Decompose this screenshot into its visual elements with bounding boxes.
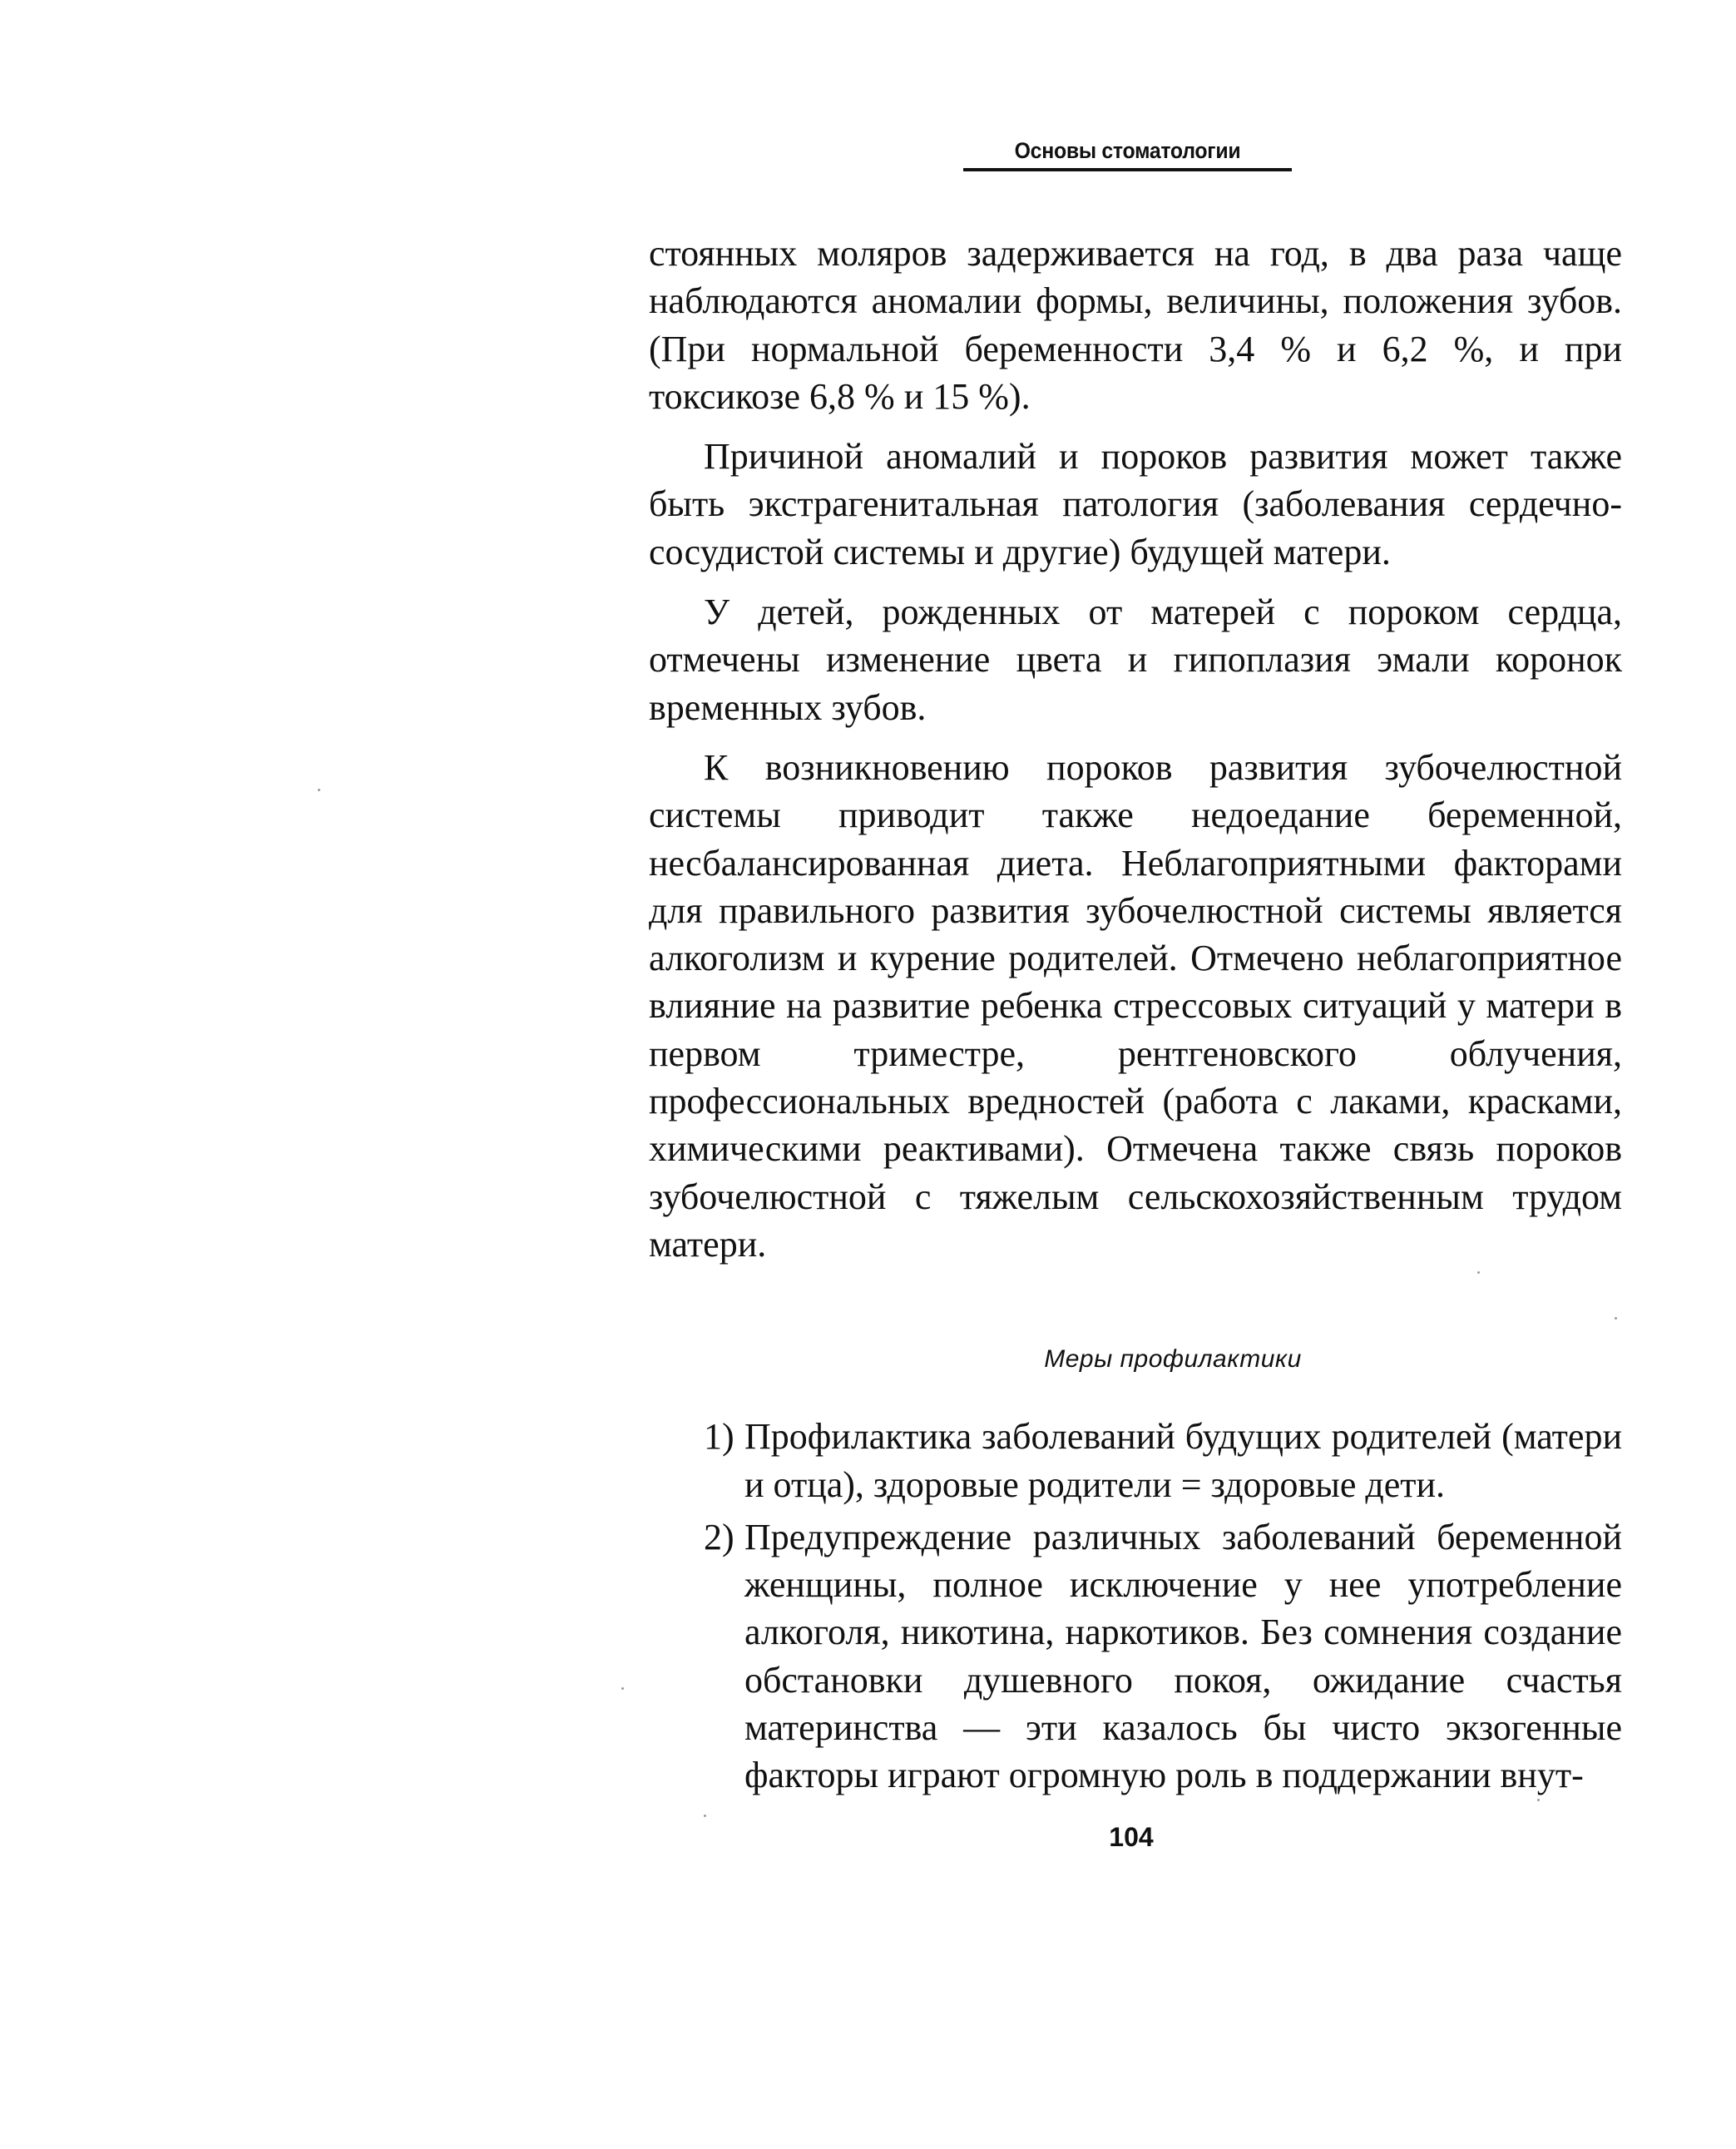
running-header: Основы стоматологии — [1014, 138, 1241, 163]
scan-speck — [1537, 1799, 1540, 1801]
scan-speck — [1615, 1317, 1617, 1320]
text-column — [649, 230, 1622, 1800]
list-item — [649, 1513, 1622, 1800]
header-rule — [963, 168, 1292, 171]
list-item-text: Предупреждение различных заболеваний беременной женщины, полное исключение у нее употребление алкоголя, никотина, наркотиков. Без сомнения создание обстановки душевного покоя, ожидание счастья материнства — эти казалось бы чисто экзогенные факторы играют огромную роль в поддержании внут- — [744, 1516, 1622, 1796]
scan-speck — [704, 1815, 706, 1817]
numbered-list — [649, 1413, 1622, 1799]
paragraph: Причиной аномалий и пороков развития может также быть экстрагенитальная патология (заболевания сердечно-сосудистой системы и другие) будущей матери. — [649, 436, 1622, 572]
paragraph-continued: стоянных моляров задерживается на год, в два раза чаще наблюдаются аномалии формы, величины, положения зубов. (При нормальной беременности 3,4 % и 6,2 %, и при токсикозе 6,8 % и 15 %). — [649, 233, 1622, 417]
scan-speck — [318, 789, 320, 791]
scan-speck — [1477, 1271, 1480, 1274]
paragraph: У детей, рожденных от матерей с пороком сердца, отмечены изменение цвета и гипоплазия эмали коронок временных зубов. — [649, 592, 1622, 728]
page-number: 104 — [1109, 1822, 1154, 1852]
list-item-text: Профилактика заболеваний будущих родителей (матери и отца), здоровые родители = здоровые дети. — [744, 1416, 1622, 1505]
scan-speck — [621, 1687, 624, 1690]
list-item — [649, 1413, 1622, 1508]
list-item-number: 1) — [704, 1416, 734, 1458]
list-item-number: 2) — [704, 1516, 734, 1557]
paragraph: К возникновению пороков развития зубочелюстной системы приводит также недоедание беременной, несбалансированная диета. Неблагоприятными факторами для правильного развития зубочелюстной системы является алкоголизм и курение родителей. Отмечено неблагоприятное влияние на развитие ребенка стрессовых ситуаций у матери в первом триместре, рентгеновского облучения, профессиональных вредностей (работа с лаками, красками, химическими реактивами). Отмечена также связь пороков зубочелюстной с тяжелым сельскохозяйственным трудом матери. — [649, 746, 1622, 1265]
section-title: Меры профилактики — [1044, 1345, 1302, 1374]
